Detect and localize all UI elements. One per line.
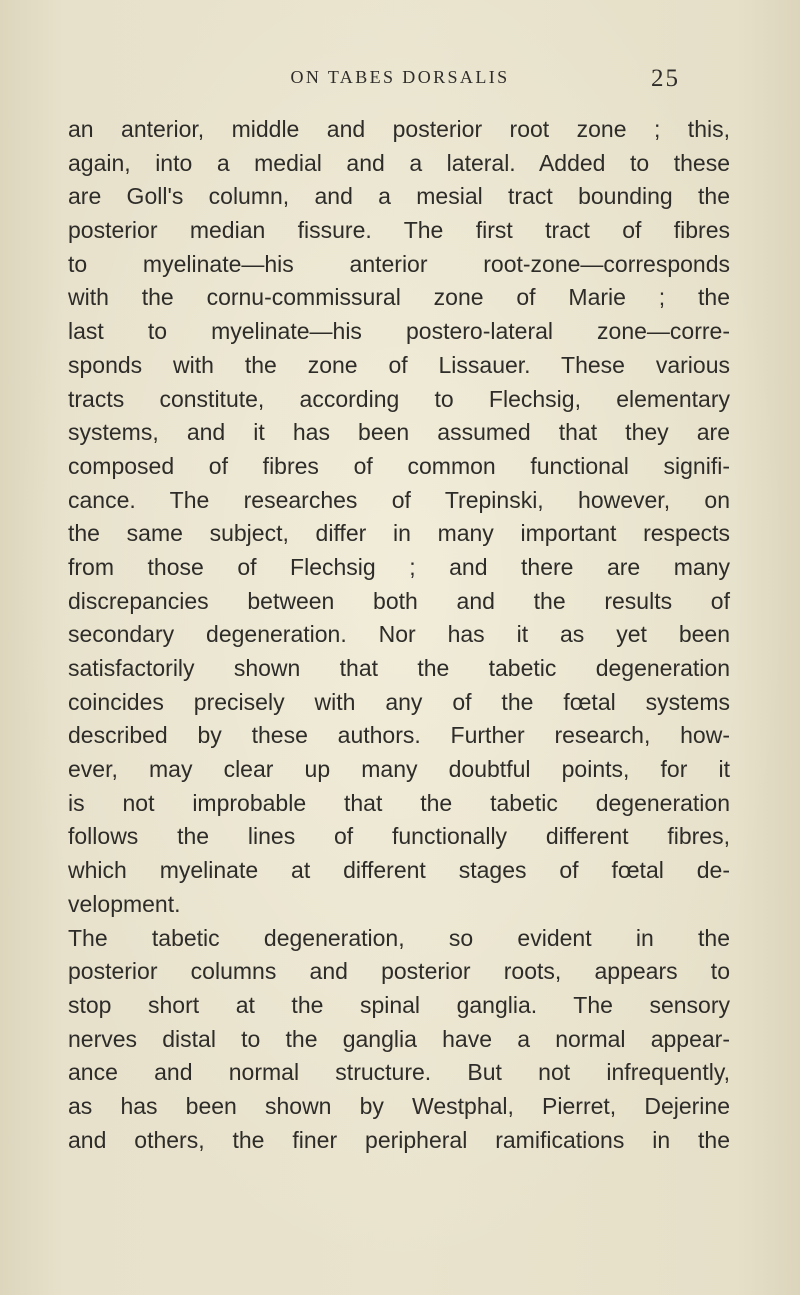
text-line: tracts constitute, according to Flechsig, elementary — [68, 385, 730, 412]
text-line: secondary degeneration. Nor has it as yet been — [68, 621, 730, 648]
text-line: last to myelinate—his postero-lateral zone—corre- — [68, 318, 730, 345]
text-line: sponds with the zone of Lissauer. These various — [68, 351, 730, 378]
text-line: as has been shown by Westphal, Pierret, Dejerine — [68, 1092, 730, 1119]
text-line: posterior median fissure. The first tract of fibres — [68, 217, 730, 244]
text-line: nerves distal to the ganglia have a normal appear- — [68, 1025, 730, 1052]
text-line: again, into a medial and a lateral. Added to these — [68, 149, 730, 176]
text-line-paragraph-start: The tabetic degeneration, so evident in the — [68, 924, 730, 951]
text-line: with the cornu-commissural zone of Marie ; the — [68, 284, 730, 311]
text-line: stop short at the spinal ganglia. The sensory — [68, 991, 730, 1018]
text-line: is not improbable that the tabetic degeneration — [68, 789, 730, 816]
body-text — [68, 113, 730, 1157]
text-line: ever, may clear up many doubtful points, for it — [68, 756, 730, 783]
running-title: ON TABES DORSALIS — [290, 67, 510, 87]
text-line: systems, and it has been assumed that they are — [68, 419, 730, 446]
text-line: satisfactorily shown that the tabetic degeneration — [68, 655, 730, 681]
text-line: the same subject, differ in many important respects — [68, 520, 730, 547]
text-line: and others, the finer peripheral ramifications in the — [68, 1126, 730, 1153]
text-line: to myelinate—his anterior root-zone—corresponds — [68, 250, 730, 277]
text-line: cance. The researches of Trepinski, however, on — [68, 486, 730, 513]
text-line: which myelinate at different stages of fœtal de- — [68, 857, 730, 884]
page-number: 25 — [651, 65, 680, 92]
text-line: described by these authors. Further research, how- — [68, 722, 730, 749]
text-line: posterior columns and posterior roots, appears to — [68, 958, 730, 985]
text-line: are Goll's column, and a mesial tract bounding the — [68, 183, 730, 210]
text-line-paragraph-end: velopment. — [68, 890, 181, 917]
text-line: coincides precisely with any of the fœtal systems — [68, 688, 730, 715]
text-line: from those of Flechsig ; and there are many — [68, 553, 730, 580]
text-line: follows the lines of functionally different fibres, — [68, 823, 730, 850]
text-line: discrepancies between both and the results of — [68, 587, 730, 614]
text-line: an anterior, middle and posterior root zone ; this, — [68, 116, 730, 142]
text-line: ance and normal structure. But not infrequently, — [68, 1059, 730, 1086]
running-head — [0, 62, 800, 96]
text-line: composed of fibres of common functional signifi- — [68, 452, 730, 479]
